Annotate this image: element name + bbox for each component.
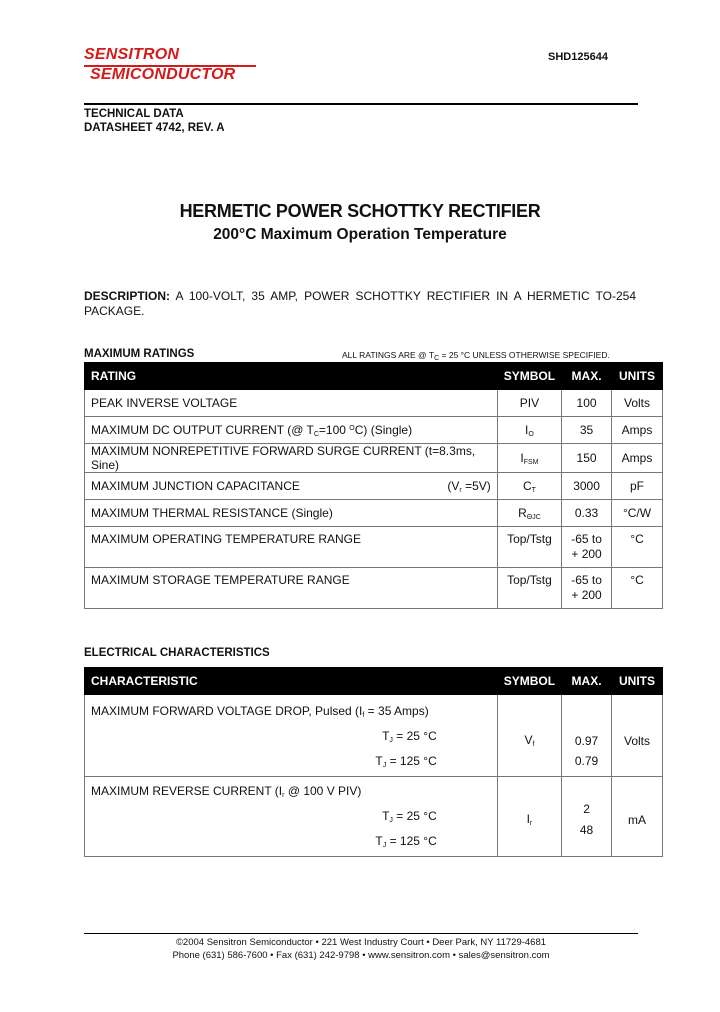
logo-line1: SENSITRON [84,46,180,63]
max-ratings-table [84,362,663,609]
footer-contact: Phone (631) 586-7600 • Fax (631) 242-9798 • www.sensitron.com • sales@sensitron.com [172,950,550,961]
units-cell: °C [612,527,663,568]
symbol-cell: PIV [497,390,561,417]
rating-cell: MAXIMUM DC OUTPUT CURRENT (@ $T_C=100$ $^O$C) (Single) [85,417,498,444]
max-cell: 100 [562,390,612,417]
technical-data-label: TECHNICAL DATA [84,108,184,120]
table-row [85,473,663,500]
description-label: DESCRIPTION: [84,289,171,303]
units-cell: mA [612,777,663,857]
symbol-cell: $I_r$ [497,777,561,857]
col-header-units: UNITS [612,363,663,390]
symbol-cell: $R_{\Theta JC}$ [497,500,561,527]
table-row [85,695,663,777]
symbol-cell: Top/Tstg [497,527,561,568]
table-row [85,417,663,444]
electrical-table [84,667,663,857]
max-cell: -65 to + 200 [562,527,612,568]
max-cell: -65 to + 200 [562,568,612,609]
characteristic-cell: MAXIMUM REVERSE CURRENT ($I_r$ @ 100 V PIV) $T_J = 25$ °C $T_J = 125$ °C [85,777,498,857]
table-row [85,500,663,527]
table-row [85,444,663,473]
rating-cell: MAXIMUM STORAGE TEMPERATURE RANGE [85,568,498,609]
table-row [85,777,663,857]
page-subtitle: 200°C Maximum Operation Temperature [213,226,507,243]
symbol-cell: $V_f$ [497,695,561,777]
table-row [85,527,663,568]
units-cell: °C/W [612,500,663,527]
col-header-characteristic: CHARACTERISTIC [85,668,498,695]
max-cell: 2 48 [562,777,612,857]
table-row [85,568,663,609]
col-header-units: UNITS [612,668,663,695]
col-header-rating: RATING [85,363,498,390]
units-cell: Volts [612,695,663,777]
col-header-max: MAX. [562,363,612,390]
electrical-title: ELECTRICAL CHARACTERISTICS [84,647,270,659]
units-cell: pF [612,473,663,500]
characteristic-cell: MAXIMUM FORWARD VOLTAGE DROP, Pulsed ($I_f = 35$ Amps) $T_J = 25$ °C $T_J = 125$ °C [85,695,498,777]
max-cell: 35 [562,417,612,444]
units-cell: Amps [612,444,663,473]
rating-cell: MAXIMUM JUNCTION CAPACITANCE $(V_r =5V)$ [85,473,498,500]
rating-cell: PEAK INVERSE VOLTAGE [85,390,498,417]
page-title: HERMETIC POWER SCHOTTKY RECTIFIER [179,201,541,221]
rating-cell: MAXIMUM NONREPETITIVE FORWARD SURGE CURRENT (t=8.3ms, Sine) [85,444,498,473]
table-header-row [85,363,663,390]
max-cell: 150 [562,444,612,473]
max-cell: 0.97 0.79 [562,695,612,777]
col-header-symbol: SYMBOL [497,668,561,695]
table-header-row [85,668,663,695]
footer-divider [84,933,638,934]
symbol-cell: $I_{FSM}$ [497,444,561,473]
symbol-cell: $I_O$ [497,417,561,444]
rating-cell: MAXIMUM THERMAL RESISTANCE (Single) [85,500,498,527]
table-row [85,390,663,417]
rating-cell: MAXIMUM OPERATING TEMPERATURE RANGE [85,527,498,568]
units-cell: °C [612,568,663,609]
symbol-cell: $C_T$ [497,473,561,500]
units-cell: Amps [612,417,663,444]
description [84,289,636,319]
footer-address: ©2004 Sensitron Semiconductor • 221 West Industry Court • Deer Park, NY 11729-4681 [175,937,547,948]
symbol-cell: Top/Tstg [497,568,561,609]
max-cell: 3000 [562,473,612,500]
logo-line2: SEMICONDUCTOR [90,66,236,83]
units-cell: Volts [612,390,663,417]
part-number: SHD125644 [548,51,608,63]
col-header-symbol: SYMBOL [497,363,561,390]
max-cell: 0.33 [562,500,612,527]
col-header-max: MAX. [562,668,612,695]
datasheet-label: DATASHEET 4742, REV. A [84,122,225,134]
max-ratings-note: ALL RATINGS ARE @ $T_C = 25$ °C UNLESS OTHERWISE SPECIFIED. [342,350,610,362]
description-text: A 100-VOLT, 35 AMP, POWER SCHOTTKY RECTIFIER IN A HERMETIC TO-254 PACKAGE. [84,289,636,318]
technical-data-block [84,107,225,135]
footer [84,936,638,962]
header-divider [84,103,638,105]
max-ratings-title: MAXIMUM RATINGS [84,348,195,360]
